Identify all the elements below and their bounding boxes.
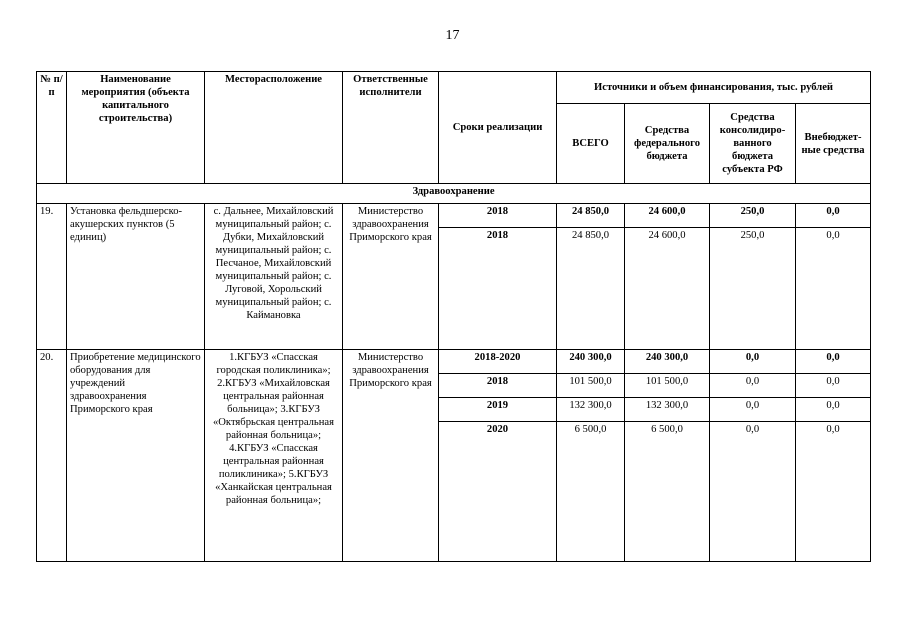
table-row-19-a (37, 204, 871, 228)
row19-extra-1: 0,0 (796, 228, 871, 350)
row19-federal-1: 24 600,0 (625, 228, 710, 350)
capital-construction-table (36, 71, 871, 562)
header-responsible: Ответственные исполнители (343, 72, 439, 184)
row20-regional-1: 0,0 (710, 374, 796, 398)
table-row-20-a (37, 350, 871, 374)
row20-num: 20. (37, 350, 67, 562)
row20-regional-0: 0,0 (710, 350, 796, 374)
row19-term-0: 2018 (439, 204, 557, 228)
row20-federal-2: 132 300,0 (625, 398, 710, 422)
header-federal: Средства федерального бюджета (625, 104, 710, 184)
row20-extra-0: 0,0 (796, 350, 871, 374)
row19-regional-1: 250,0 (710, 228, 796, 350)
row20-federal-3: 6 500,0 (625, 422, 710, 562)
row19-term-1: 2018 (439, 228, 557, 350)
row20-federal-1: 101 500,0 (625, 374, 710, 398)
row19-name: Установка фельдшерско-акушерских пунктов (5 единиц) (67, 204, 205, 350)
row20-total-2: 132 300,0 (557, 398, 625, 422)
row19-responsible: Министерство здравоохранения Приморского края (343, 204, 439, 350)
row19-num: 19. (37, 204, 67, 350)
row20-total-0: 240 300,0 (557, 350, 625, 374)
header-name: Наименование мероприятия (объекта капитального строительства) (67, 72, 205, 184)
row20-total-1: 101 500,0 (557, 374, 625, 398)
row20-regional-3: 0,0 (710, 422, 796, 562)
row19-total-0: 24 850,0 (557, 204, 625, 228)
row20-regional-2: 0,0 (710, 398, 796, 422)
header-total: ВСЕГО (557, 104, 625, 184)
row20-total-3: 6 500,0 (557, 422, 625, 562)
row20-responsible: Министерство здравоохранения Приморского края (343, 350, 439, 562)
row19-total-1: 24 850,0 (557, 228, 625, 350)
header-location: Месторасположение (205, 72, 343, 184)
page-number: 17 (445, 28, 460, 43)
row20-extra-2: 0,0 (796, 398, 871, 422)
row19-location: с. Дальнее, Михайловский муниципальный район; с. Дубки, Михайловский муниципальный район; с. Песчаное, Михайловский муниципальный район; с. Луговой, Хорольский муниципальный район; с. Каймановка (205, 204, 343, 350)
row20-term-0: 2018-2020 (439, 350, 557, 374)
row20-term-2: 2019 (439, 398, 557, 422)
header-regional: Средства консолидиро-ванного бюджета субъекта РФ (710, 104, 796, 184)
row20-name: Приобретение медицинского оборудования для учреждений здравоохранения Приморского края (67, 350, 205, 562)
row20-federal-0: 240 300,0 (625, 350, 710, 374)
row20-extra-3: 0,0 (796, 422, 871, 562)
header-num: № п/п (37, 72, 67, 184)
row19-regional-0: 250,0 (710, 204, 796, 228)
header-row-1 (37, 72, 871, 104)
row20-extra-1: 0,0 (796, 374, 871, 398)
row20-location: 1.КГБУЗ «Спасская городская поликлиника»; 2.КГБУЗ «Михайловская центральная районная больница»; 3.КГБУЗ «Октябрьская центральная районная больница»; 4.КГБУЗ «Спасская центральная районная поликлиника»; 5.КГБУЗ «Ханкайская центральная районная больница»; (205, 350, 343, 562)
row20-term-3: 2020 (439, 422, 557, 562)
header-extra: Внебюджет-ные средства (796, 104, 871, 184)
section-row (37, 184, 871, 204)
row19-extra-0: 0,0 (796, 204, 871, 228)
header-terms: Сроки реализации (439, 72, 557, 184)
row19-federal-0: 24 600,0 (625, 204, 710, 228)
row20-term-1: 2018 (439, 374, 557, 398)
section-title: Здравоохранение (37, 184, 871, 204)
header-funding-title: Источники и объем финансирования, тыс. рублей (557, 72, 871, 104)
